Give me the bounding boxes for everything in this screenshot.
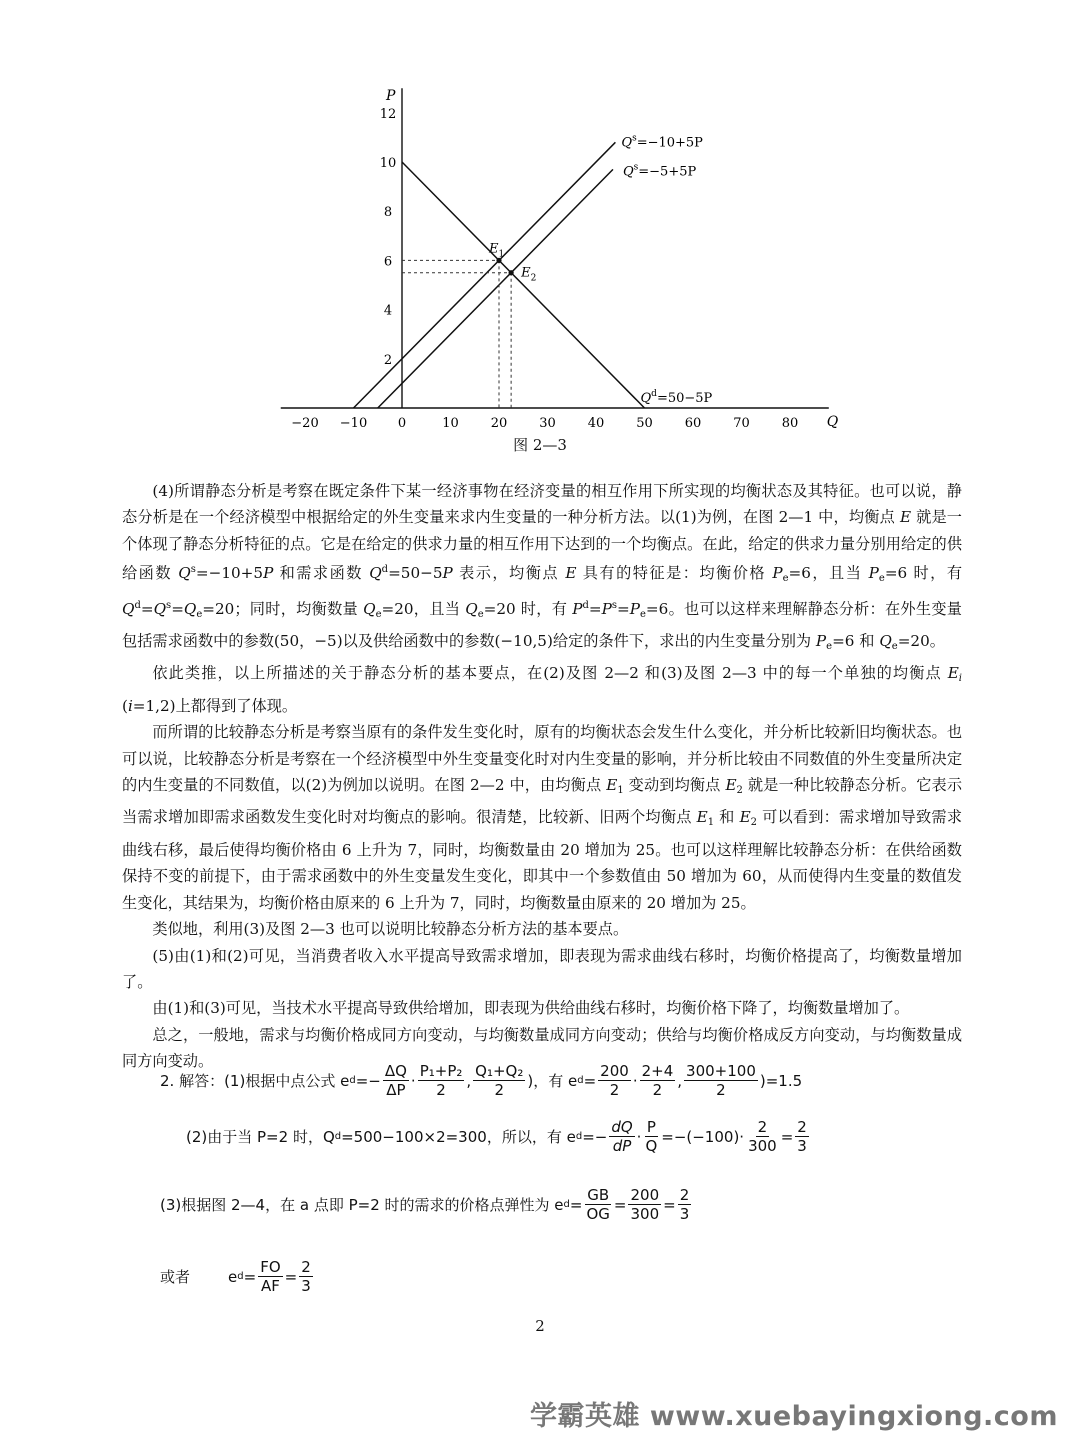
y-tick-label: 8	[383, 205, 393, 221]
fraction-fo-af: $\frac{FO}{AF}$	[260, 1258, 281, 1295]
equilibrium-label-E2: $E_2$	[521, 265, 537, 284]
chart-svg	[270, 60, 850, 460]
x-tick-label: 10	[442, 416, 459, 431]
x-tick-label: 50	[636, 416, 653, 431]
paragraph-analogy: 依此类推，以上所描述的关于静态分析的基本要点，在(2)及图 2—2 和(3)及图 2—3 中的每一个单独的均衡点 $E_i$ (i=1,2)上都得到了体现。	[122, 664, 962, 715]
fraction-2-3-c: $\frac{2}{3}$	[301, 1258, 311, 1295]
answer-line-4: 或者 e d = $\frac{FO}{AF}$ = $\frac{2}{3}$	[160, 1258, 311, 1295]
x-tick-label: 60	[684, 416, 702, 431]
fraction-2-300: $\frac{2}{300}$	[748, 1118, 777, 1155]
x-tick-label: 20	[490, 416, 508, 431]
y-tick-label: 10	[379, 156, 397, 171]
supply-line-2	[378, 169, 613, 408]
supply-line-2-label: $Q^s=-5+5P$	[622, 162, 697, 180]
fraction-gb-og: $\frac{GB}{OG}$	[586, 1186, 610, 1223]
y-tick-label: 6	[383, 254, 393, 270]
fraction-p-q: $\frac{P}{Q}$	[645, 1118, 658, 1155]
watermark: 学霸英雄 www.xuebayingxiong.com	[529, 1401, 1058, 1432]
paragraph-static-analysis: (4)所谓静态分析是考察在既定条件下某一经济事物在经济变量的相互作用下所实现的均衡状态及其特征。也可以说，静态分析是在一个经济模型中根据给定的外生变量来求内生变量的一种分析方法。以(1)为例，在图 2—1 中，均衡点 E 就是一个体现了静态分析特征的点。它是在给定的供求力量的相互作用下达到的一个均衡点。在此，给定的供求力量分别用给定的供给函数 $Q^s=-10+5P$ 和需求函数 $Q^d=50-5P$ 表示，均衡点 E 具有的特征是：均衡价格 $P_e=6$，且当 $P_e=6$ 时，有 $Q^d=Q^s=Q_e=20$；同时，均衡数量 $Q_e=20$，且当 $Q_e=20$ 时，有 $P^d=P^s=P_e=6$。也可以这样来理解静态分析：在外生变量包括需求函数中的参数(50，−5)以及供给函数中的参数(−10,5)给定的条件下，求出的内生变量分别为 $P_e=6$ 和 $Q_e=20$。	[122, 482, 963, 653]
y-tick-label: 12	[379, 106, 397, 122]
paragraph-similar: 类似地，利用(3)及图 2—3 也可以说明比较静态分析方法的基本要点。	[152, 920, 629, 939]
y-tick-label: 4	[383, 303, 393, 319]
figure-caption: 图 2—3	[513, 436, 567, 454]
x-tick-label: 30	[539, 416, 556, 431]
fraction-p-mid: $\frac{\text{P₁+P₂}}{2}$	[419, 1062, 463, 1099]
fraction-200-2: $\frac{200}{2}$	[600, 1062, 629, 1099]
paragraph-supply-increase: 由(1)和(3)可见，当技术水平提高导致供给增加，即表现为供给曲线右移时，均衡价格下降了，均衡数量增加了。	[152, 999, 910, 1018]
fraction-q-sum: $\frac{300+100}{2}$	[686, 1062, 756, 1099]
demand-line-label: $Q^d=50-5P$	[640, 389, 713, 406]
x-tick-label: 40	[587, 416, 605, 431]
x-tick-label: 80	[781, 416, 799, 431]
supply-line-1	[354, 142, 616, 408]
x-tick-label: 0	[397, 416, 407, 431]
supply-demand-chart	[270, 60, 850, 460]
equilibrium-point-E2	[509, 270, 514, 275]
paragraph-summary: 总之，一般地，需求与均衡价格成同方向变动，与均衡数量成同方向变动；供给与均衡价格成反方向变动，与均衡数量成同方向变动。	[122, 1025, 962, 1071]
fraction-2-3: $\frac{2}{3}$	[797, 1118, 807, 1155]
fraction-p-sum: $\frac{2+4}{2}$	[641, 1062, 674, 1099]
answer-line-3: (3)根据图 2—4，在 a 点即 P=2 时的需求的价格点弹性为 e d = $\frac{GB}{OG}$ = $\frac{200}{300}$ = $\frac{2}{3}$	[160, 1186, 690, 1223]
fraction-dq-dp-2: $\frac{dQ}{dP}$	[611, 1118, 633, 1155]
x-tick-label: 70	[733, 416, 750, 431]
demand-line	[402, 162, 645, 408]
y-axis-label: P	[386, 88, 396, 105]
fraction-q-mid: $\frac{\text{Q₁+Q₂}}{2}$	[475, 1062, 524, 1099]
fraction-2-3-b: $\frac{2}{3}$	[679, 1186, 690, 1223]
x-axis-label: Q	[826, 414, 839, 430]
answer-line-2: (2)由于当 P=2 时，Q d =500−100×2=300，所以，有 e d =− $\frac{dQ}{dP}$ · $\frac{P}{Q}$ =−(−100)· $\frac{2}{300}$ = $\frac{2}{3}$	[186, 1118, 807, 1155]
y-tick-label: 2	[383, 352, 393, 368]
answer-line-1: 2. 解答：(1)根据中点公式 e d =− $\frac{\Delta Q}{\Delta P}$ · $\frac{\text{P₁+P₂}}{2}$ , $\frac{\text{Q₁+Q₂}}{2}$ )，有 e d = $\frac{200}{2}$ · $\frac{2+4}{2}$ , $\frac{300+100}{2}$ )=1.5	[160, 1062, 803, 1099]
page-number: 2	[535, 1317, 545, 1335]
x-tick-label: −10	[339, 416, 368, 431]
body-text	[122, 478, 962, 1075]
x-tick-label: −20	[291, 416, 319, 431]
paragraph-demand-increase: (5)由(1)和(2)可见，当消费者收入水平提高导致需求增加，即表现为需求曲线右移时，均衡价格提高了，均衡数量增加了。	[122, 946, 962, 991]
paragraph-comparative-static: 而所谓的比较静态分析是考察当原有的条件发生变化时，原有的均衡状态会发生什么变化，并分析比较新旧均衡状态。也可以说，比较静态分析是考察在一个经济模型中外生变量变化时对内生变量的影响，并分析比较由不同数值的外生变量所决定的内生变量的不同数值，以(2)为例加以说明。在图 2—2 中，由均衡点 $E_1$ 变动到均衡点 $E_2$ 就是一种比较静态分析。它表示当需求增加即需求函数发生变化时对均衡点的影响。很清楚，比较新、旧两个均衡点 $E_1$ 和 $E_2$ 可以看到：需求增加导致需求曲线右移，最后使得均衡价格由 6 上升为 7，同时，均衡数量由 20 增加为 25。也可以这样理解比较静态分析：在供给函数保持不变的前提下，由于需求函数中的外生变量发生变化，即其中一个参数值由 50 增加为 60，从而使得内生变量的数值发生变化，其结果为，均衡价格由原来的 6 上升为 7，同时，均衡数量由原来的 20 增加为 25。	[122, 723, 963, 912]
equilibrium-label-E1: $E_1$	[489, 241, 505, 260]
fraction-200-300: $\frac{200}{300}$	[630, 1186, 660, 1223]
fraction-dq-dp: $\frac{\Delta Q}{\Delta P}$	[384, 1062, 407, 1099]
supply-line-1-label: $Q^s=-10+5P$	[621, 133, 703, 151]
